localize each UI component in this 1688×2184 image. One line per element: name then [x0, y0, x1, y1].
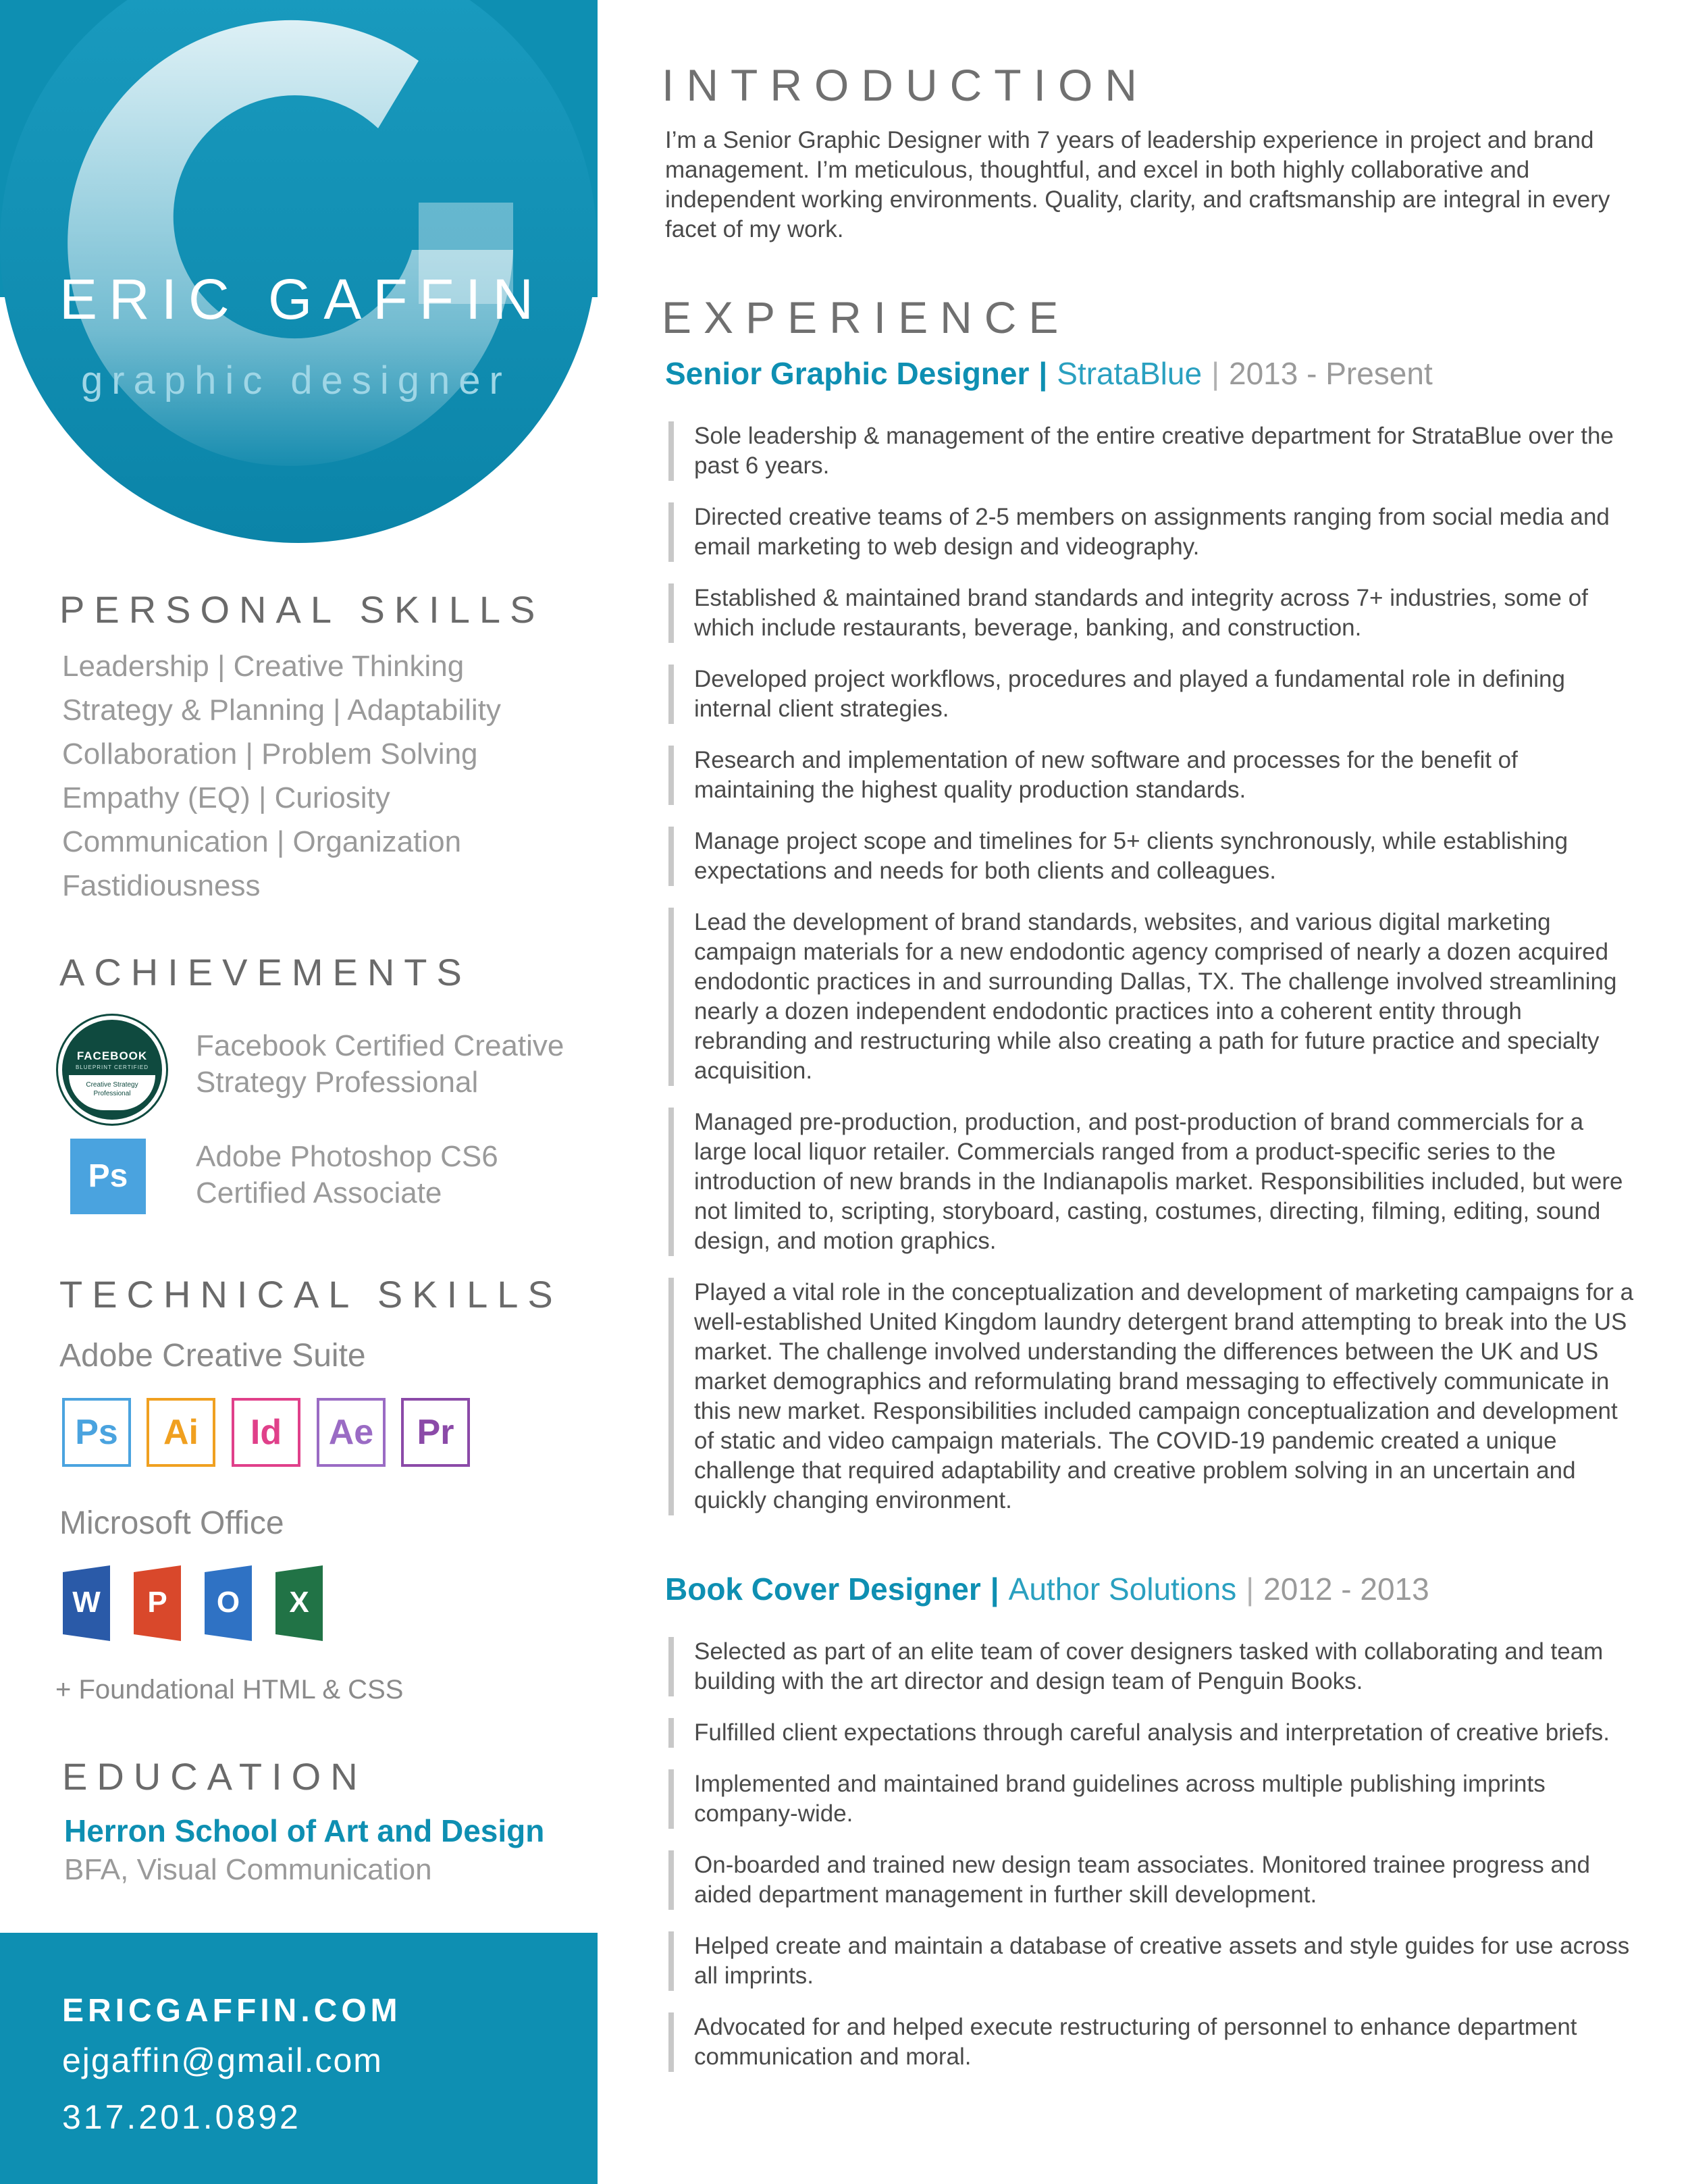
excel-icon-letter: X — [289, 1586, 309, 1619]
word-icon-letter: W — [72, 1586, 101, 1619]
main-content — [648, 0, 1647, 2184]
badge-subtitle: BLUEPRINT CERTIFIED — [75, 1064, 149, 1070]
education-school: Herron School of Art and Design — [64, 1813, 545, 1848]
list-item: On-boarded and trained new design team associates. Monitored trainee progress and aided department management in further skill development. — [668, 1850, 1641, 1910]
skill-line: Collaboration | Problem Solving — [62, 737, 478, 771]
experience-heading: EXPERIENCE — [662, 292, 1071, 342]
after-effects-icon: Ae — [317, 1398, 386, 1467]
education-heading: EDUCATION — [62, 1755, 367, 1798]
divider: | — [1246, 1571, 1255, 1607]
website-link[interactable]: ERICGAFFIN.COM — [62, 1993, 402, 2029]
list-item: Directed creative teams of 2-5 members on assignments ranging from social media and email marketing to web design and videography. — [668, 502, 1641, 562]
job-company: StrataBlue — [1057, 356, 1203, 391]
achievements-heading: ACHIEVEMENTS — [59, 951, 471, 993]
job-years: 2012 - 2013 — [1263, 1571, 1429, 1607]
achievement-text — [196, 1139, 498, 1212]
list-item: Implemented and maintained brand guidelines across multiple publishing imprints company-wide. — [668, 1769, 1641, 1829]
microsoft-office-label: Microsoft Office — [59, 1505, 284, 1541]
list-item: Played a vital role in the conceptualization and development of marketing campaigns for a well-established United Kingdom laundry detergent brand attempting to break into the US market. The challenge involved understanding the differences between the UK and US market demographics and reformulating brand messaging to effectively communicate in this new market. Responsibilities included campaign conceptualization and development of static and video campaign materials. The COVID-19 pandemic created a unique challenge that required adaptability and creative problem solving in an uncertain and quickly changing environment. — [668, 1278, 1641, 1515]
personal-skills-heading: PERSONAL SKILLS — [59, 588, 545, 631]
powerpoint-icon-letter: P — [147, 1586, 167, 1619]
list-item: Helped create and maintain a database of creative assets and style guides for use across all imprints. — [668, 1931, 1641, 1991]
email-link[interactable]: ejgaffin@gmail.com — [62, 2042, 383, 2079]
skill-line: Strategy & Planning | Adaptability — [62, 694, 501, 727]
list-item: Advocated for and helped execute restructuring of personnel to enhance department communication and moral. — [668, 2012, 1641, 2072]
job-header — [665, 1571, 1429, 1607]
skill-line: Leadership | Creative Thinking — [62, 650, 465, 683]
job-title: Book Cover Designer — [665, 1571, 981, 1607]
divider: | — [1211, 356, 1220, 391]
left-sidebar — [0, 0, 598, 2184]
html-css-note: + Foundational HTML & CSS — [55, 1675, 404, 1705]
achievement-line: Strategy Professional — [196, 1066, 479, 1099]
divider: | — [990, 1571, 999, 1607]
job-bullets — [668, 421, 1641, 1537]
job-header — [665, 355, 1433, 392]
facebook-certification-badge — [58, 1016, 166, 1124]
outlook-icon — [205, 1565, 252, 1641]
list-item: Lead the development of brand standards, websites, and various digital marketing campaign materials for a new endodontic agency comprised of nearly a dozen acquired endodontic practices in and surrounding Dallas, TX. The challenge involved streamlining nearly a dozen independent endodontic practices into a coherent entity through rebranding and restructuring while also creating a path for future practice and specialty acquisition. — [668, 908, 1641, 1086]
job-years: 2013 - Present — [1229, 356, 1433, 391]
illustrator-icon: Ai — [147, 1398, 215, 1467]
introduction-text: I’m a Senior Graphic Designer with 7 years of leadership experience in project and brand management. I’m meticulous, thoughtful, and excel in both highly collaborative and independent working environments. Quality, clarity, and craftsmanship are integral in every facet of my work. — [665, 127, 1610, 242]
hero-header — [0, 0, 598, 544]
technical-skills-heading: TECHNICAL SKILLS — [59, 1273, 562, 1316]
list-item: Manage project scope and timelines for 5+ clients synchronously, while establishing expectations and needs for both clients and colleagues. — [668, 827, 1641, 886]
list-item: Developed project workflows, procedures and played a fundamental role in defining internal client strategies. — [668, 665, 1641, 724]
photoshop-cert-icon: Ps — [70, 1139, 146, 1214]
introduction-heading: INTRODUCTION — [662, 60, 1149, 110]
list-item: Selected as part of an elite team of cover designers tasked with collaborating and team building with the art director and design team of Penguin Books. — [668, 1637, 1641, 1696]
job-title: Senior Graphic Designer — [665, 356, 1030, 391]
name-heading: ERIC GAFFIN — [59, 267, 546, 331]
list-item: Research and implementation of new software and processes for the benefit of maintaining the highest quality production standards. — [668, 746, 1641, 805]
photoshop-icon: Ps — [62, 1398, 131, 1467]
skill-line: Communication | Organization — [62, 825, 462, 858]
badge-footer: Creative Strategy Professional — [69, 1075, 155, 1110]
achievement-text — [196, 1028, 564, 1101]
skill-line: Empathy (EQ) | Curiosity — [62, 781, 390, 814]
badge-title: FACEBOOK — [76, 1049, 148, 1062]
achievement-line: Facebook Certified Creative — [196, 1029, 564, 1062]
phone-number: 317.201.0892 — [62, 2098, 301, 2136]
divider: | — [1038, 356, 1048, 391]
list-item: Managed pre-production, production, and post-production of brand commercials for a large local liquor retailer. Commercials ranged from a product-specific series to the introduction of new brands in the Indianapolis market. Responsibilities included, but were not limited to, scripting, storyboard, casting, costumes, directing, filming, editing, sound design, and motion graphics. — [668, 1108, 1641, 1256]
list-item: Established & maintained brand standards and integrity across 7+ industries, some of which include restaurants, beverage, banking, and construction. — [668, 583, 1641, 643]
achievement-line: Adobe Photoshop CS6 — [196, 1140, 498, 1173]
outlook-icon-letter: O — [216, 1586, 240, 1619]
word-icon — [63, 1565, 110, 1641]
education-degree: BFA, Visual Communication — [64, 1853, 432, 1886]
job-bullets — [668, 1637, 1641, 2094]
list-item: Sole leadership & management of the entire creative department for StrataBlue over the past 6 years. — [668, 421, 1641, 481]
adobe-suite-label: Adobe Creative Suite — [59, 1338, 366, 1374]
contact-panel — [0, 1933, 598, 2184]
job-company: Author Solutions — [1008, 1571, 1237, 1607]
achievement-line: Certified Associate — [196, 1176, 442, 1210]
excel-icon — [275, 1565, 323, 1641]
powerpoint-icon — [134, 1565, 181, 1641]
list-item: Fulfilled client expectations through careful analysis and interpretation of creative briefs. — [668, 1718, 1641, 1748]
role-subtitle: graphic designer — [81, 359, 511, 402]
premiere-icon: Pr — [401, 1398, 470, 1467]
skill-line: Fastidiousness — [62, 869, 261, 902]
indesign-icon: Id — [232, 1398, 300, 1467]
